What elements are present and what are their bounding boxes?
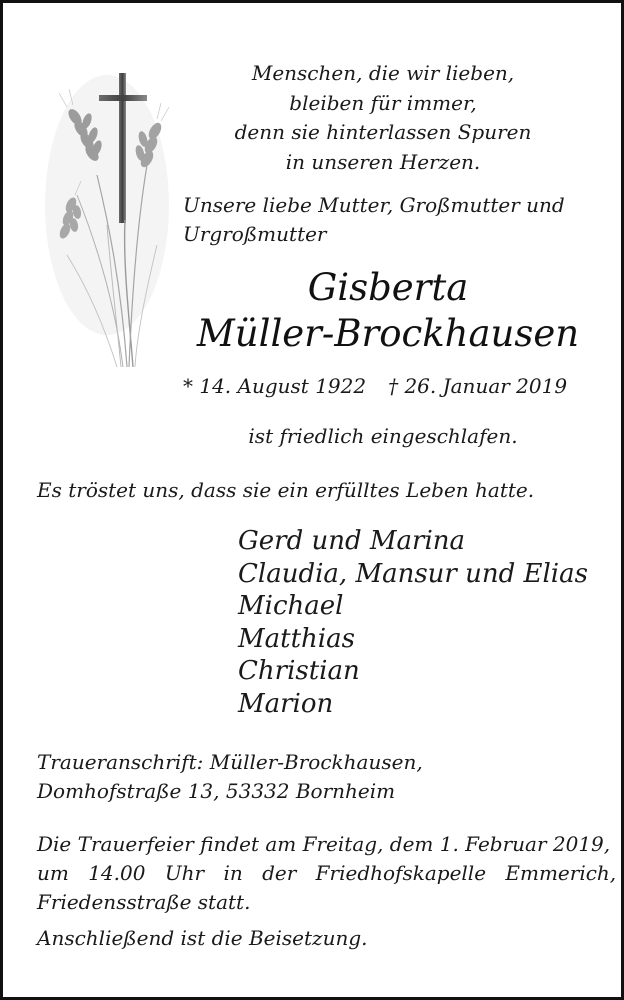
mourner-name: Christian: [238, 656, 360, 686]
life-dates: [183, 372, 593, 400]
mourner-name: Marion: [238, 688, 334, 719]
intro-text: Unsere liebe Mutter, Großmutter und Urgroßmutter: [183, 193, 565, 246]
service-line: Die Trauerfeier findet am Freitag, dem 1. Februar 2019,: [37, 832, 611, 856]
service-line: um 14.00 Uhr in der Friedhofskapelle Emmerich,: [37, 861, 617, 885]
service-line: Friedensstraße statt.: [37, 890, 251, 914]
burial-note: Anschließend ist die Beisetzung.: [37, 926, 368, 950]
poem-line: in unseren Herzen.: [285, 149, 481, 174]
cross-with-wheat-icon: [37, 55, 182, 375]
death-date: † 26. Januar 2019: [388, 374, 568, 398]
poem-line: bleiben für immer,: [289, 90, 477, 115]
first-name: Gisberta: [307, 266, 469, 309]
mourning-address: [37, 748, 597, 806]
mourner-name: Gerd und Marina: [238, 526, 466, 556]
poem-line: denn sie hinterlassen Spuren: [234, 120, 532, 144]
funeral-service-info: [37, 830, 617, 917]
mourner-name: Matthias: [238, 623, 355, 654]
passed-text: ist friedlich eingeschlafen.: [248, 424, 518, 448]
poem-line: Menschen, die wir lieben,: [251, 61, 515, 85]
address-line: Domhofstraße 13, 53332 Bornheim: [37, 779, 396, 803]
mourner-name: Michael: [238, 591, 344, 621]
address-line: Traueranschrift: Müller-Brockhausen,: [37, 750, 423, 774]
poem: [183, 59, 583, 177]
last-name: Müller-Brockhausen: [196, 312, 580, 355]
comfort-text: Es tröstet uns, dass sie ein erfülltes Leben hatte.: [37, 478, 535, 502]
deceased-name: [183, 265, 593, 357]
mourners-list: [238, 525, 618, 720]
birth-date: * 14. August 1922: [183, 374, 367, 398]
mourner-name: Claudia, Mansur und Elias: [238, 558, 588, 589]
